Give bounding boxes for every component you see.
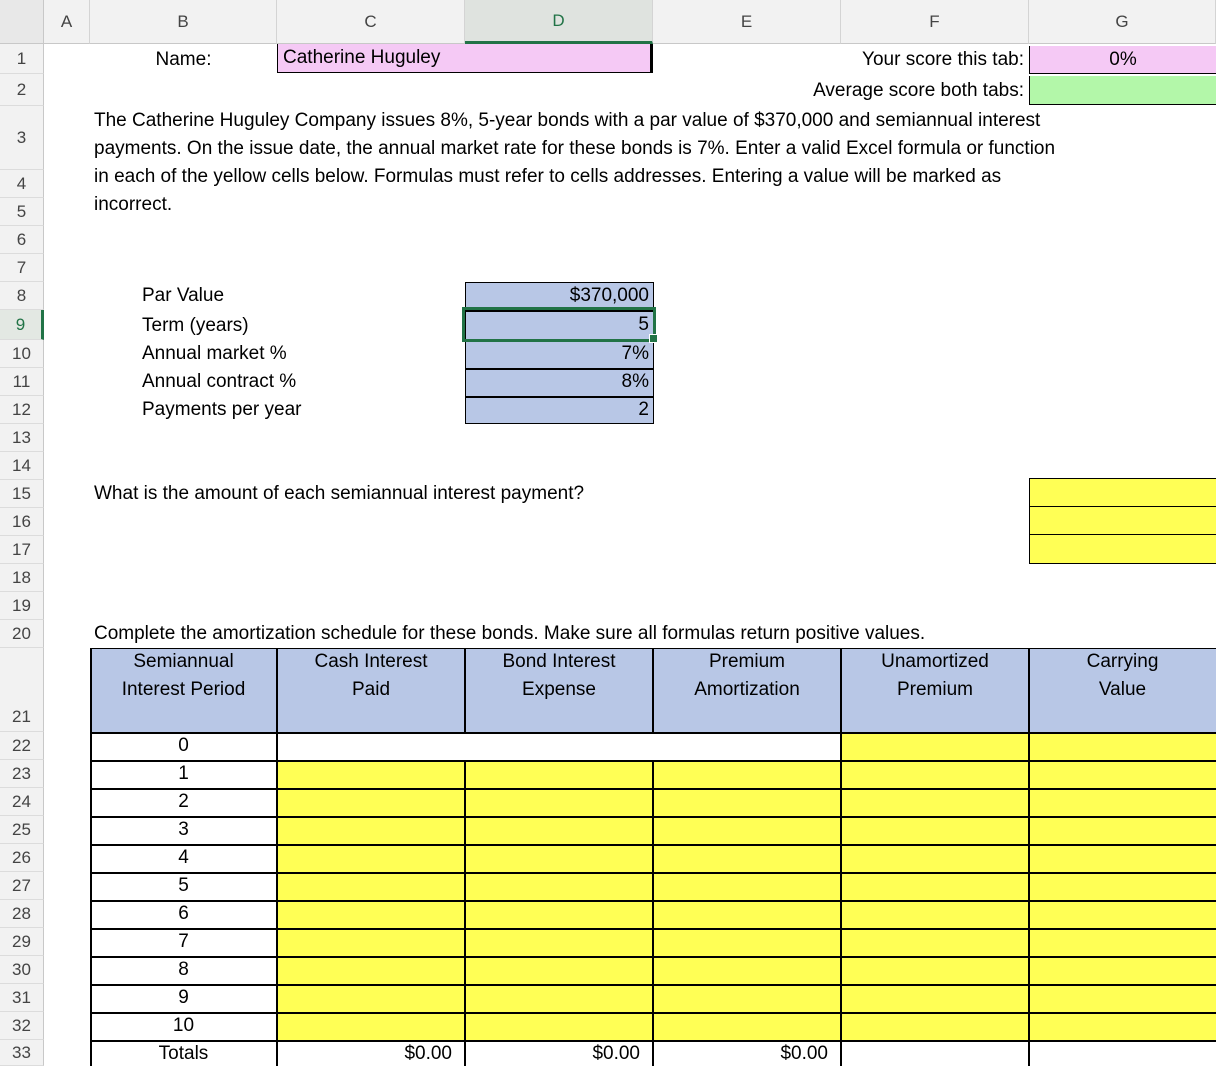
annual-market-rate-label: Annual market % <box>142 343 287 364</box>
term-years-label: Term (years) <box>142 315 249 336</box>
row-header-14[interactable]: 14 <box>0 452 44 480</box>
total-cash-interest: $0.00 <box>404 1043 452 1064</box>
row-header-33[interactable]: 33 <box>0 1040 44 1066</box>
answer-cell-row-16[interactable] <box>1029 506 1216 536</box>
question-text: What is the amount of each semiannual interest payment? <box>94 483 585 504</box>
row-header-25[interactable]: 25 <box>0 816 44 844</box>
row-header-13[interactable]: 13 <box>0 424 44 452</box>
period-3: 3 <box>178 819 189 840</box>
row-header-24[interactable]: 24 <box>0 788 44 816</box>
period-5: 5 <box>178 875 189 896</box>
row-header-20[interactable]: 20 <box>0 620 44 648</box>
period-4: 4 <box>178 847 189 868</box>
instructions-line-3: in each of the yellow cells below. Formulas must refer to cells addresses. Entering a value will be marked as <box>94 166 1002 187</box>
header-unamortized-premium: Unamortized Premium <box>881 651 989 700</box>
period-1: 1 <box>178 763 189 784</box>
row-header-8[interactable]: 8 <box>0 282 44 310</box>
period-8: 8 <box>178 959 189 980</box>
column-header-c[interactable]: C <box>277 0 465 44</box>
row-header-3[interactable]: 3 <box>0 106 44 170</box>
score-value: 0% <box>1029 46 1216 74</box>
totals-label: Totals <box>158 1043 209 1064</box>
name-label: Name: <box>155 49 212 70</box>
name-input[interactable]: Catherine Huguley <box>277 44 653 73</box>
answer-cell-row-17[interactable] <box>1029 534 1216 564</box>
row-header-22[interactable]: 22 <box>0 732 44 760</box>
row-header-11[interactable]: 11 <box>0 368 44 396</box>
row-header-9[interactable]: 9 <box>0 310 44 340</box>
par-value-cell[interactable]: $370,000 <box>569 285 649 306</box>
row-header-19[interactable]: 19 <box>0 592 44 620</box>
annual-contract-rate-cell[interactable]: 8% <box>621 371 649 392</box>
unamortized-premium-period-0[interactable] <box>841 732 1029 760</box>
instructions-line-4: incorrect. <box>94 194 173 215</box>
row-header-1[interactable]: 1 <box>0 44 44 74</box>
period-2: 2 <box>178 791 189 812</box>
active-cell-selection[interactable] <box>462 307 656 342</box>
score-label: Your score this tab: <box>862 49 1024 70</box>
row-header-16[interactable]: 16 <box>0 508 44 536</box>
period-10: 10 <box>172 1015 195 1036</box>
instructions-line-2: payments. On the issue date, the annual market rate for these bonds is 7%. Enter a valid Excel formula or function <box>94 138 1056 159</box>
row-header-10[interactable]: 10 <box>0 340 44 368</box>
row-header-17[interactable]: 17 <box>0 536 44 564</box>
total-bond-interest-expense: $0.00 <box>592 1043 640 1064</box>
column-header-e[interactable]: E <box>653 0 841 44</box>
par-value-label: Par Value <box>142 285 225 306</box>
fill-handle[interactable] <box>649 334 658 343</box>
row-header-29[interactable]: 29 <box>0 928 44 956</box>
term-years-cell[interactable]: 5 <box>638 314 649 335</box>
carrying-value-period-0[interactable] <box>1029 732 1216 760</box>
period-6: 6 <box>178 903 189 924</box>
row-header-23[interactable]: 23 <box>0 760 44 788</box>
period-0: 0 <box>178 735 189 756</box>
row-header-21[interactable]: 21 <box>0 648 44 732</box>
row-header-6[interactable]: 6 <box>0 226 44 254</box>
column-header-a[interactable]: A <box>44 0 90 44</box>
row-header-12[interactable]: 12 <box>0 396 44 424</box>
row-header-4[interactable]: 4 <box>0 170 44 198</box>
column-header-d[interactable]: D <box>465 0 653 44</box>
column-header-g[interactable]: G <box>1029 0 1216 44</box>
row-header-30[interactable]: 30 <box>0 956 44 984</box>
annual-market-rate-cell[interactable]: 7% <box>621 343 649 364</box>
column-header-b[interactable]: B <box>90 0 277 44</box>
average-score-value <box>1029 76 1216 105</box>
row-header-31[interactable]: 31 <box>0 984 44 1012</box>
period-9: 9 <box>178 987 189 1008</box>
payments-per-year-label: Payments per year <box>142 399 302 420</box>
row-header-2[interactable]: 2 <box>0 74 44 106</box>
select-all-corner[interactable] <box>0 0 44 44</box>
annual-contract-rate-label: Annual contract % <box>142 371 297 392</box>
header-premium-amortization: Premium Amortization <box>694 651 800 700</box>
schedule-intro: Complete the amortization schedule for these bonds. Make sure all formulas return positive values. <box>94 623 926 644</box>
payments-per-year-cell[interactable]: 2 <box>638 399 649 420</box>
row-header-15[interactable]: 15 <box>0 480 44 508</box>
row-header-5[interactable]: 5 <box>0 198 44 226</box>
row-header-27[interactable]: 27 <box>0 872 44 900</box>
row-header-28[interactable]: 28 <box>0 900 44 928</box>
average-score-label: Average score both tabs: <box>813 80 1024 101</box>
interest-payment-answer-cell[interactable] <box>1029 478 1216 508</box>
row-header-26[interactable]: 26 <box>0 844 44 872</box>
header-bond-interest-expense: Bond Interest Expense <box>502 651 616 700</box>
instructions-line-1: The Catherine Huguley Company issues 8%, 5-year bonds with a par value of $370,000 and semiannual interest <box>94 110 1041 131</box>
header-cash-interest-paid: Cash Interest Paid <box>314 651 428 700</box>
row-header-7[interactable]: 7 <box>0 254 44 282</box>
header-semiannual-period: Semiannual Interest Period <box>121 651 246 700</box>
total-premium-amortization: $0.00 <box>780 1043 828 1064</box>
row-header-18[interactable]: 18 <box>0 564 44 592</box>
row-header-32[interactable]: 32 <box>0 1012 44 1040</box>
period-7: 7 <box>178 931 189 952</box>
column-header-f[interactable]: F <box>841 0 1029 44</box>
header-carrying-value: Carrying Value <box>1086 651 1159 700</box>
